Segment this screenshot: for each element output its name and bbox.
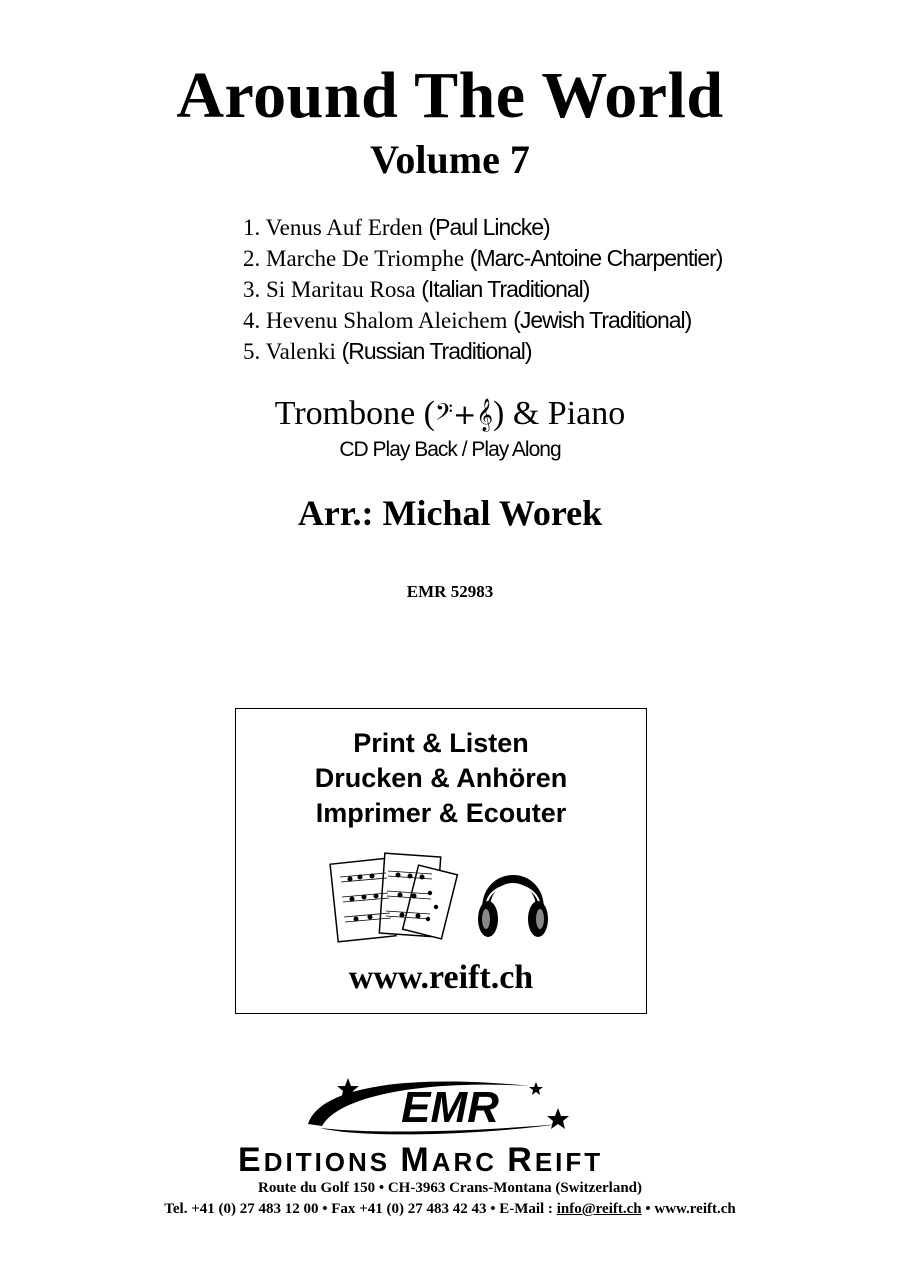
arranger: Arr.: Michal Worek: [297, 493, 603, 533]
list-item: 5. Valenki (Russian Traditional): [243, 338, 532, 364]
website-link[interactable]: www.reift.ch: [348, 959, 534, 996]
list-item: 4. Hevenu Shalom Aleichem (Jewish Traditional): [243, 307, 692, 333]
promo-text: Print & Listen Drucken & Anhören Imprimer & Ecouter: [314, 728, 568, 828]
cd-note: CD Play Back / Play Along: [339, 438, 561, 461]
sheet-music-icon: [330, 853, 457, 942]
list-item: 2. Marche De Triomphe (Marc-Antoine Charpentier): [243, 245, 723, 271]
list-item: 3. Si Maritau Rosa (Italian Traditional): [243, 276, 590, 302]
list-item: 1. Venus Auf Erden (Paul Lincke): [243, 214, 550, 240]
publisher-name: EDITIONS MARC REIFT: [238, 1141, 604, 1179]
catalog-number: EMR 52983: [406, 582, 494, 601]
clef-icons: 𝄢+𝄞: [435, 398, 494, 431]
star-icon: [529, 1082, 543, 1095]
instrumentation: Trombone (𝄢+𝄞) & Piano: [274, 395, 626, 432]
publisher-address: Route du Golf 150 • CH-3963 Crans-Montana (Switzerland): [258, 1180, 642, 1196]
headphones-icon: [478, 879, 548, 937]
sheet-music-headphones-illustration: [326, 849, 566, 949]
logo-text: EMR: [401, 1083, 499, 1132]
star-icon: [547, 1108, 569, 1129]
promo-box: [235, 708, 647, 1014]
publisher-contact: Tel. +41 (0) 27 483 12 00 • Fax +41 (0) 27 483 42 43 • E-Mail : info@reift.ch • www.reift.ch: [164, 1201, 736, 1217]
page-title: Around The World: [176, 59, 724, 132]
email-link[interactable]: info@reift.ch: [556, 1201, 642, 1217]
contents-list: [243, 212, 722, 367]
volume-label: Volume 7: [370, 137, 530, 182]
emr-logo: [300, 1072, 580, 1140]
